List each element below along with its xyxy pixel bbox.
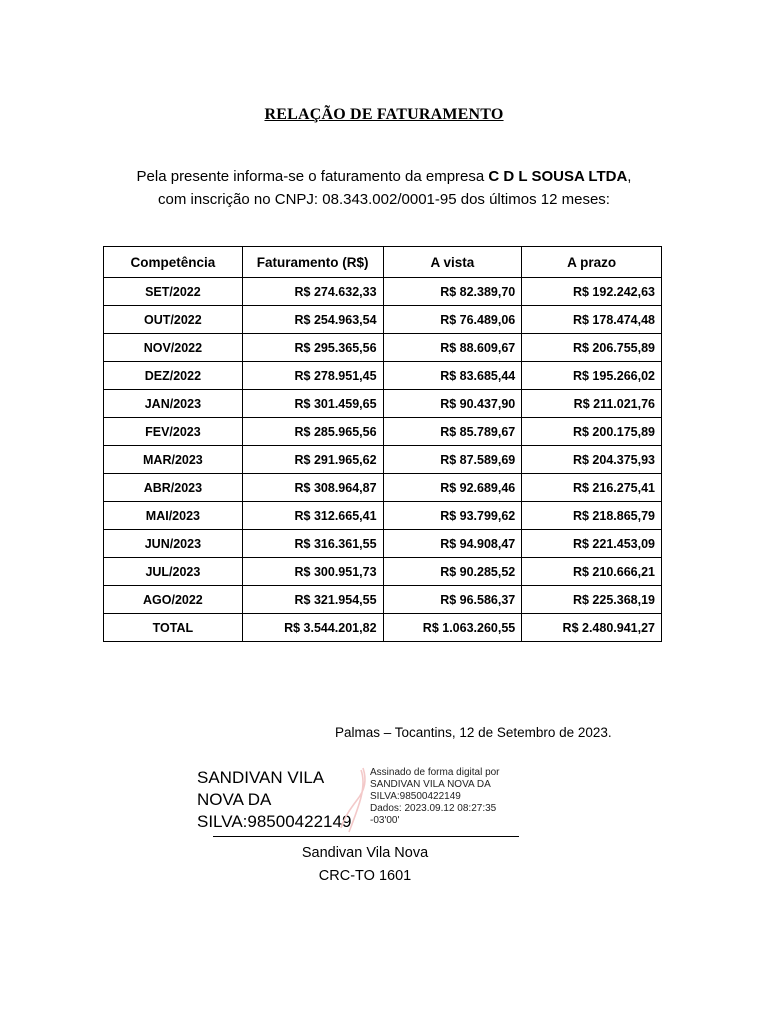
signer-registration: CRC-TO 1601 bbox=[318, 868, 412, 884]
total-faturamento: R$ 3.544.201,82 bbox=[242, 614, 383, 642]
intro-text-start: Pela presente informa-se o faturamento da empresa bbox=[136, 168, 489, 185]
cell-period: MAI/2023 bbox=[104, 502, 243, 530]
signer-name: Sandivan Vila Nova bbox=[301, 845, 429, 861]
cell-period: ABR/2023 bbox=[104, 474, 243, 502]
cell-a-vista: R$ 76.489,06 bbox=[383, 306, 522, 334]
header-competencia: Competência bbox=[104, 247, 243, 278]
total-label: TOTAL bbox=[104, 614, 243, 642]
cell-faturamento: R$ 308.964,87 bbox=[242, 474, 383, 502]
cell-a-prazo: R$ 178.474,48 bbox=[522, 306, 662, 334]
table-row bbox=[104, 390, 662, 418]
cell-a-prazo: R$ 210.666,21 bbox=[522, 558, 662, 586]
cell-faturamento: R$ 278.951,45 bbox=[242, 362, 383, 390]
cell-faturamento: R$ 285.965,56 bbox=[242, 418, 383, 446]
cell-period: AGO/2022 bbox=[104, 586, 243, 614]
table-row bbox=[104, 418, 662, 446]
cell-faturamento: R$ 295.365,56 bbox=[242, 334, 383, 362]
cell-a-prazo: R$ 225.368,19 bbox=[522, 586, 662, 614]
table-row bbox=[104, 334, 662, 362]
header-faturamento: Faturamento (R$) bbox=[242, 247, 383, 278]
cell-a-prazo: R$ 206.755,89 bbox=[522, 334, 662, 362]
table-row bbox=[104, 362, 662, 390]
cell-a-prazo: R$ 221.453,09 bbox=[522, 530, 662, 558]
total-a-prazo: R$ 2.480.941,27 bbox=[522, 614, 662, 642]
intro-line-2: com inscrição no CNPJ: 08.343.002/0001-95 dos últimos 12 meses: bbox=[158, 191, 610, 208]
company-name: C D L SOUSA LTDA bbox=[488, 168, 628, 185]
table-row bbox=[104, 278, 662, 306]
cell-period: OUT/2022 bbox=[104, 306, 243, 334]
cell-faturamento: R$ 301.459,65 bbox=[242, 390, 383, 418]
intro-paragraph bbox=[60, 165, 708, 211]
cell-period: DEZ/2022 bbox=[104, 362, 243, 390]
signer-block bbox=[0, 842, 730, 888]
cell-a-prazo: R$ 204.375,93 bbox=[522, 446, 662, 474]
table-row bbox=[104, 530, 662, 558]
table-row bbox=[104, 502, 662, 530]
table-row bbox=[104, 446, 662, 474]
cell-a-vista: R$ 90.437,90 bbox=[383, 390, 522, 418]
header-a-vista: A vista bbox=[383, 247, 522, 278]
cell-a-vista: R$ 96.586,37 bbox=[383, 586, 522, 614]
cell-a-vista: R$ 94.908,47 bbox=[383, 530, 522, 558]
intro-punctuation: , bbox=[627, 168, 632, 185]
header-a-prazo: A prazo bbox=[522, 247, 662, 278]
cell-a-vista: R$ 83.685,44 bbox=[383, 362, 522, 390]
cell-faturamento: R$ 274.632,33 bbox=[242, 278, 383, 306]
cell-period: SET/2022 bbox=[104, 278, 243, 306]
cell-faturamento: R$ 312.665,41 bbox=[242, 502, 383, 530]
table-row bbox=[104, 306, 662, 334]
cell-a-vista: R$ 85.789,67 bbox=[383, 418, 522, 446]
cell-period: MAR/2023 bbox=[104, 446, 243, 474]
digital-signature-name: SANDIVAN VILA NOVA DA SILVA:98500422149 bbox=[197, 768, 352, 831]
cell-a-prazo: R$ 216.275,41 bbox=[522, 474, 662, 502]
billing-table bbox=[103, 246, 662, 642]
table-row bbox=[104, 558, 662, 586]
table-header-row bbox=[104, 247, 662, 278]
cell-a-prazo: R$ 195.266,02 bbox=[522, 362, 662, 390]
cell-a-prazo: R$ 218.865,79 bbox=[522, 502, 662, 530]
table-row bbox=[104, 474, 662, 502]
cell-period: FEV/2023 bbox=[104, 418, 243, 446]
digital-signature-info: Assinado de forma digital por SANDIVAN VILA NOVA DA SILVA:98500422149 Dados: 2023.09.12 08:27:35 -03'00' bbox=[370, 767, 500, 826]
cell-faturamento: R$ 254.963,54 bbox=[242, 306, 383, 334]
cell-period: JAN/2023 bbox=[104, 390, 243, 418]
table-row bbox=[104, 586, 662, 614]
cell-faturamento: R$ 291.965,62 bbox=[242, 446, 383, 474]
cell-a-vista: R$ 88.609,67 bbox=[383, 334, 522, 362]
cell-a-vista: R$ 93.799,62 bbox=[383, 502, 522, 530]
cell-period: NOV/2022 bbox=[104, 334, 243, 362]
cell-period: JUL/2023 bbox=[104, 558, 243, 586]
signature-mark-icon bbox=[337, 766, 371, 836]
table-total-row bbox=[104, 614, 662, 642]
cell-a-vista: R$ 82.389,70 bbox=[383, 278, 522, 306]
cell-period: JUN/2023 bbox=[104, 530, 243, 558]
cell-faturamento: R$ 316.361,55 bbox=[242, 530, 383, 558]
intro-line-1 bbox=[60, 165, 708, 188]
cell-a-vista: R$ 90.285,52 bbox=[383, 558, 522, 586]
cell-a-prazo: R$ 192.242,63 bbox=[522, 278, 662, 306]
cell-a-vista: R$ 92.689,46 bbox=[383, 474, 522, 502]
cell-a-prazo: R$ 211.021,76 bbox=[522, 390, 662, 418]
total-a-vista: R$ 1.063.260,55 bbox=[383, 614, 522, 642]
cell-a-prazo: R$ 200.175,89 bbox=[522, 418, 662, 446]
document-title: RELAÇÃO DE FATURAMENTO bbox=[264, 106, 504, 123]
signature-line bbox=[213, 836, 519, 837]
cell-faturamento: R$ 321.954,55 bbox=[242, 586, 383, 614]
place-date: Palmas – Tocantins, 12 de Setembro de 2023. bbox=[335, 725, 612, 740]
cell-a-vista: R$ 87.589,69 bbox=[383, 446, 522, 474]
cell-faturamento: R$ 300.951,73 bbox=[242, 558, 383, 586]
